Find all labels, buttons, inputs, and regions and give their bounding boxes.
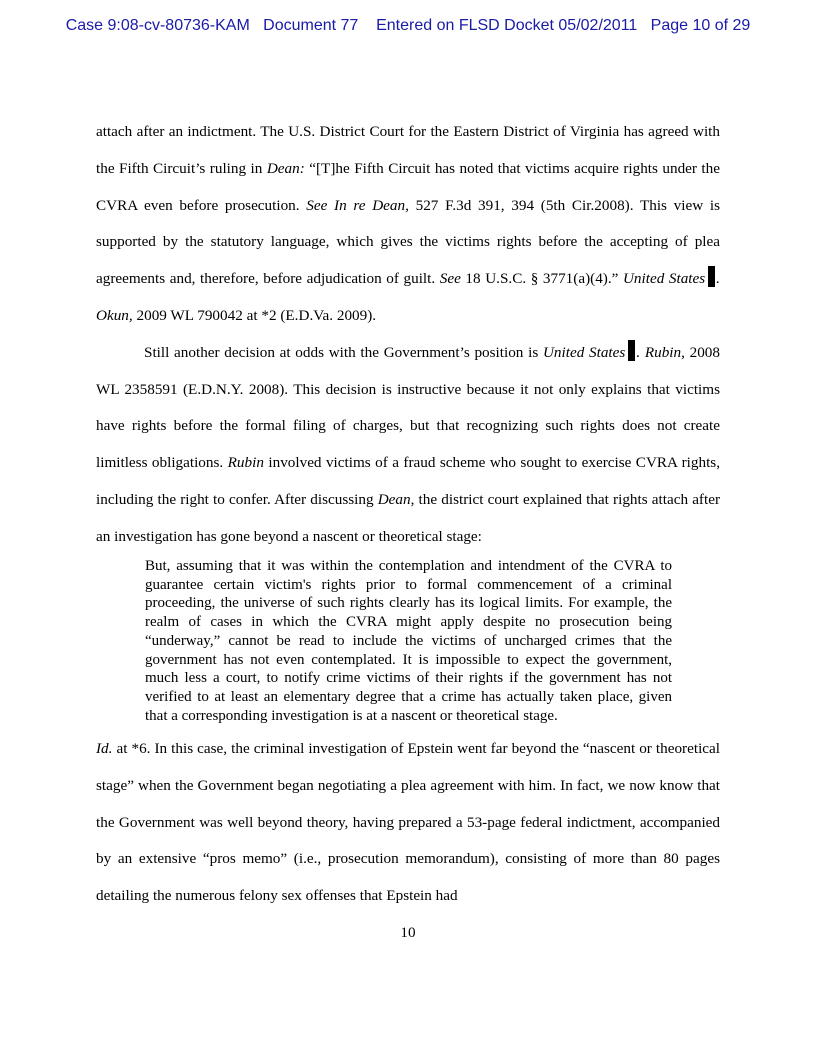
text-run: , the district court explained that rights attach after an investigation has gone beyond a nascent or theoretical stage: [96, 490, 721, 545]
case-citation: United States [622, 270, 706, 288]
paragraph-3 [96, 731, 720, 915]
page-number: 10 [400, 924, 416, 941]
body-section-continued [96, 731, 720, 915]
case-citation: . Okun, [96, 270, 720, 324]
document-number: Document 77 [263, 17, 359, 34]
case-number: Case 9:08-cv-80736-KAM [65, 17, 250, 34]
case-citation: Dean [377, 490, 411, 508]
redaction-mark [628, 340, 635, 361]
docket-entry: Entered on FLSD Docket 05/02/2011 [376, 17, 638, 34]
text-run: involved victims of a fraud scheme who sought to exercise CVRA rights, including the right to confer. After discussing [96, 454, 720, 508]
signal-word: See [439, 270, 461, 288]
case-citation: Dean: [266, 159, 305, 177]
text-run: 527 F.3d 391, 394 (5th Cir.2008). This view is supported by the statutory language, which gives the victims rights before the accepting of plea agreements and, therefore, before adjudication of guilt. [96, 196, 721, 288]
case-citation: Rubin [227, 454, 264, 472]
text-run: at *6. In this case, the criminal investigation of Epstein went far beyond the “nascent or theoretical stage” when the Government began negotiating a plea agreement with him. In fact, we now know that the Government was well beyond theory, having prepared a 53-page federal indictment, accompanied by an extensive “pros memo” (i.e., prosecution memorandum), consisting of more than 80 pages detailing the numerous felony sex offenses that Epstein had [96, 740, 720, 905]
redaction-mark [708, 266, 715, 287]
paragraph-2 [96, 335, 720, 556]
citation-id: Id. [96, 740, 113, 757]
page-of-total: Page 10 of 29 [650, 17, 751, 34]
case-citation: United States [542, 343, 626, 361]
block-quote [145, 557, 672, 725]
text-run: “[T]he Fifth Circuit has noted that victims acquire rights under the CVRA even before prosecution. [96, 159, 720, 214]
text-run: 18 U.S.C. § 3771(a)(4).” [460, 270, 623, 288]
text-run: attach after an indictment. The U.S. District Court for the Eastern District of Virginia has agreed with the Fifth Circuit’s ruling in [96, 123, 720, 177]
text-run: Still another decision at odds with the Government’s position is [144, 343, 543, 361]
body-section [96, 114, 720, 556]
case-citation: See In re Dean, [306, 196, 409, 214]
case-citation: . Rubin [636, 343, 682, 361]
docket-header [0, 17, 816, 35]
paragraph-1 [96, 114, 720, 335]
text-run: , 2008 WL 2358591 (E.D.N.Y. 2008). This decision is instructive because it not only explains that victims have rights before the formal filing of charges, but that recognizing such rights does not create limitless obligations. [96, 343, 720, 472]
text-run: 2009 WL 790042 at *2 (E.D.Va. 2009). [132, 306, 377, 324]
quoted-text: But, assuming that it was within the contemplation and intendment of the CVRA to guarantee certain victim's rights prior to formal commencement of a criminal proceeding, the universe of such rights clearly has its logical limits. For example, the realm of cases in which the CVRA might apply despite no prosecution being “underway,” cannot be read to include the victims of uncharged crimes that the government has not even contemplated. It is impossible to expect the government, much less a court, to notify crime victims of their rights if the government has not verified to at least an elementary degree that a crime has actually taken place, given that a corresponding investigation is at a nascent or theoretical stage. [145, 558, 672, 724]
